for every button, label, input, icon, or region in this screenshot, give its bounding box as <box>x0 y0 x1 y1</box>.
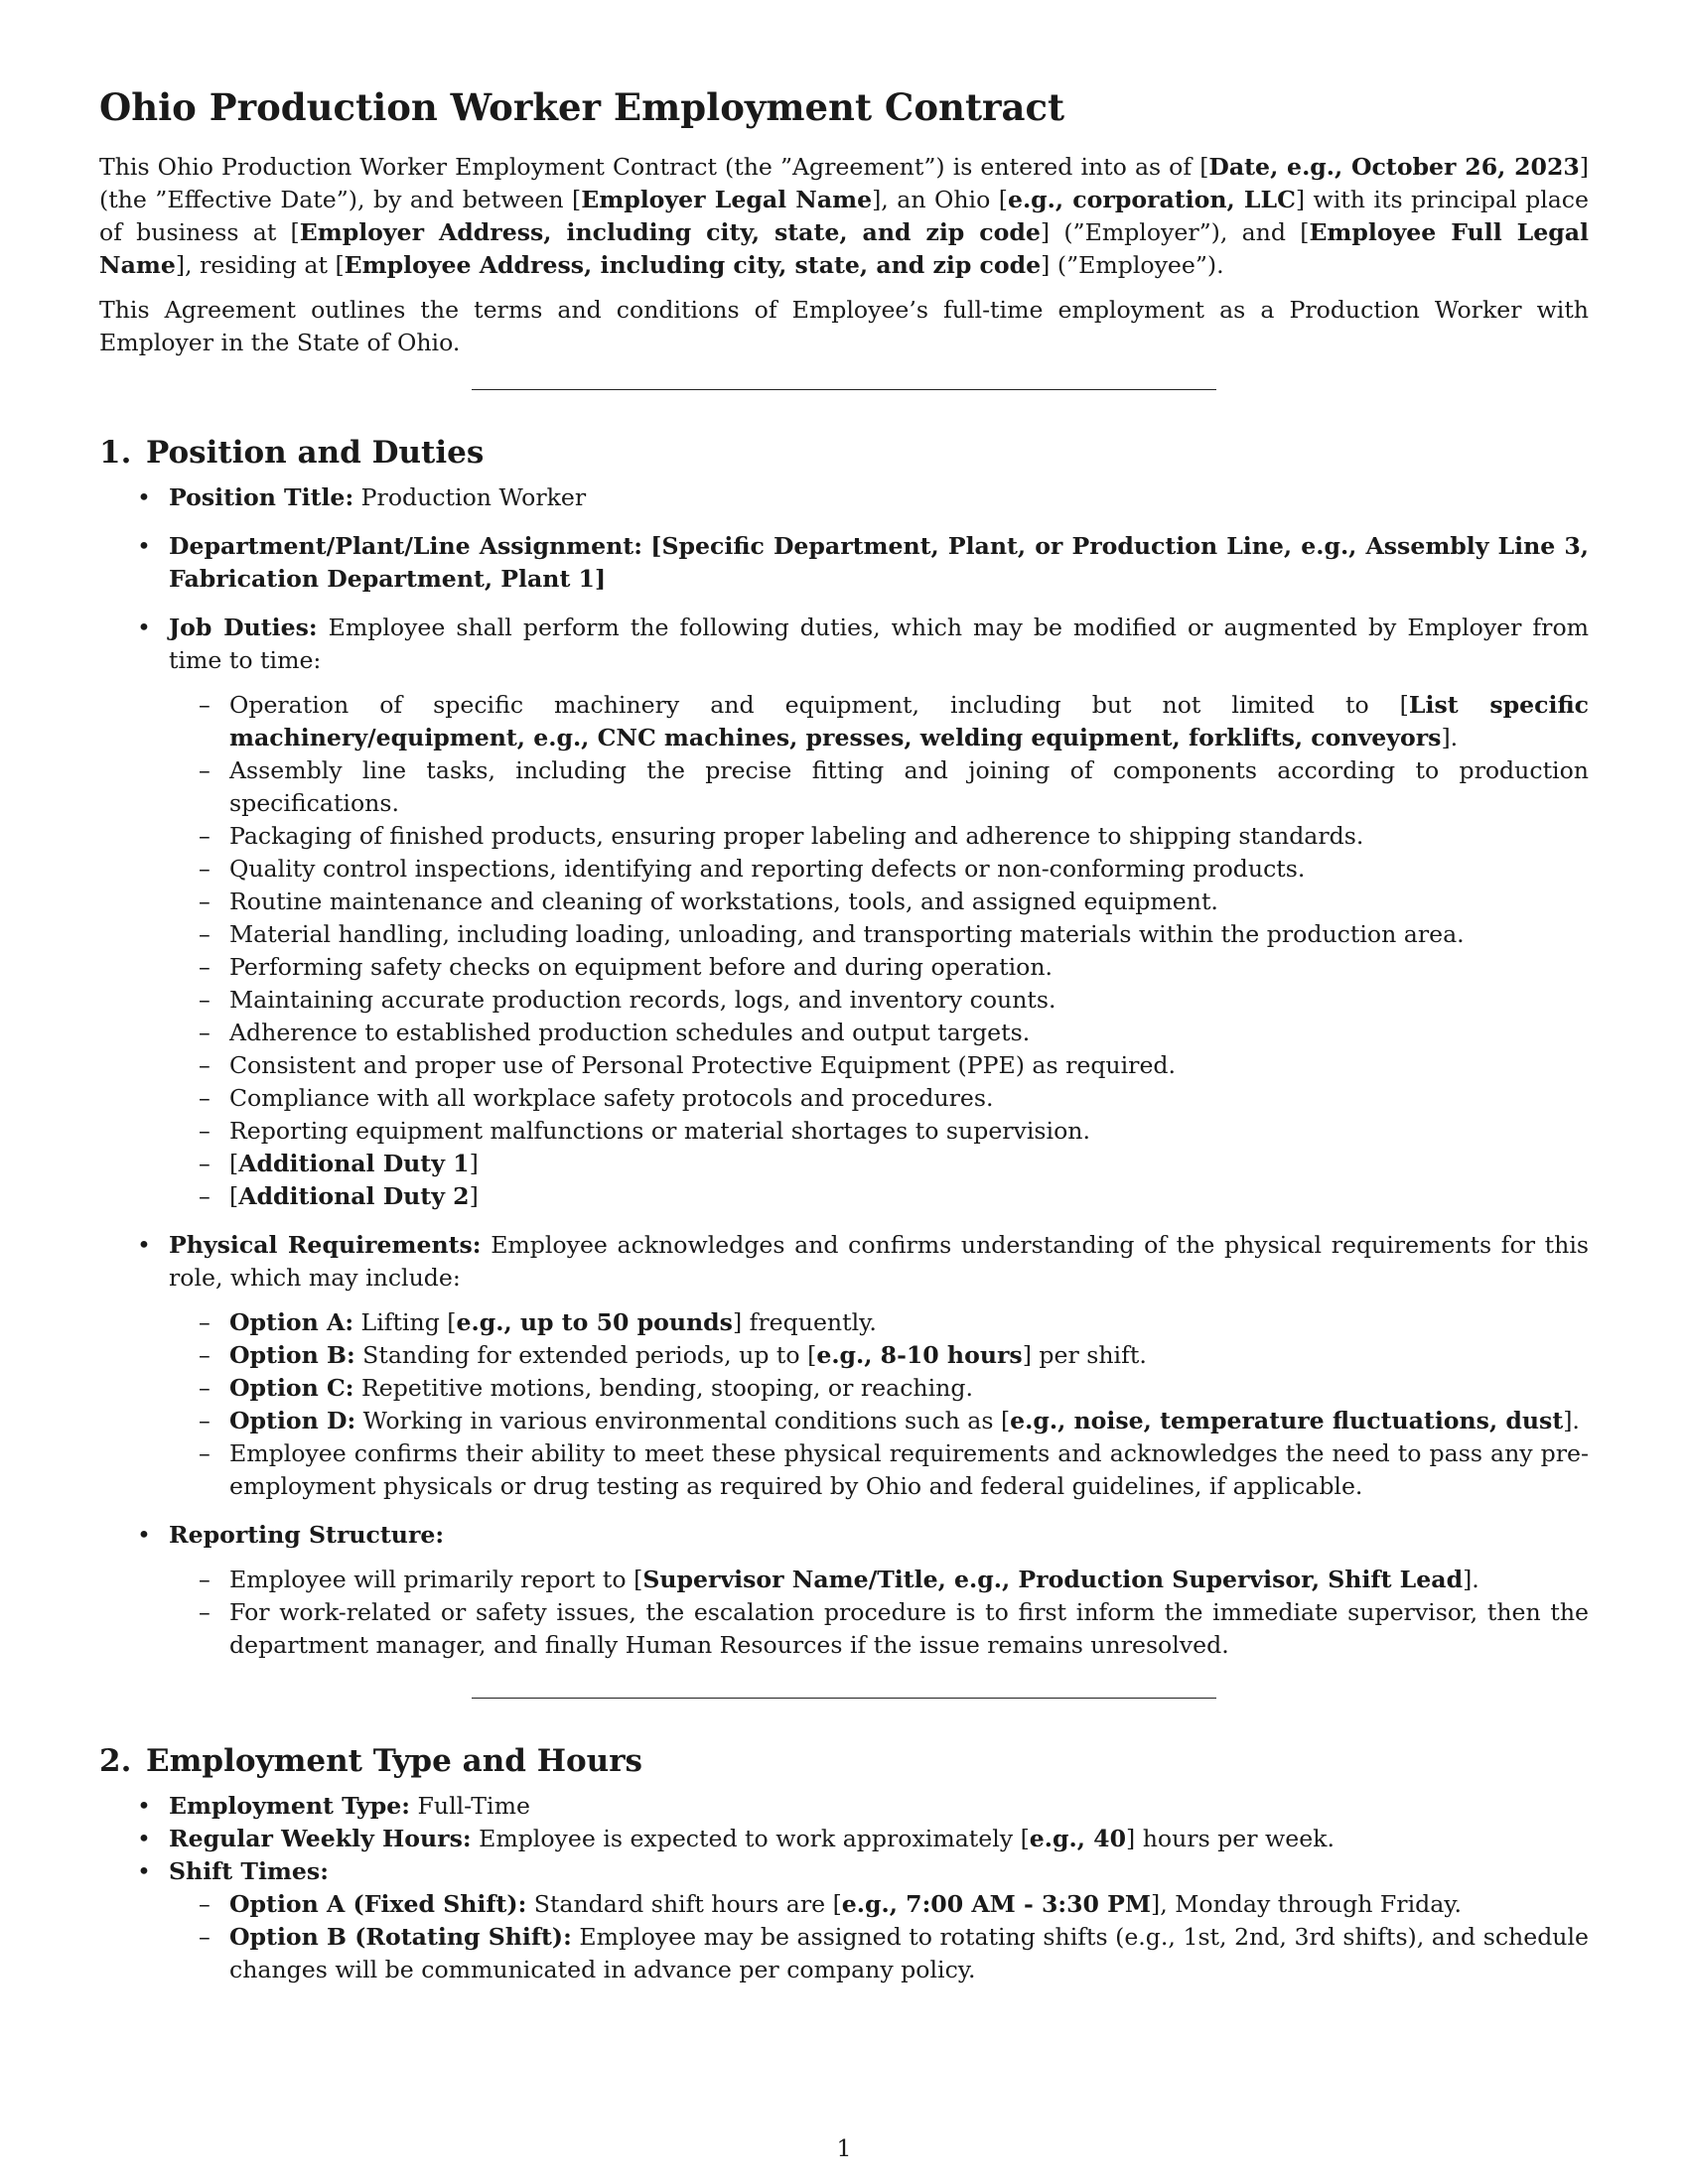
intro-paragraph-2: This Agreement outlines the terms and conditions of Employee’s full-time employment as a Production Worker with Employer in the State of Ohio. <box>99 296 1589 356</box>
job-duties-list <box>169 689 1589 1213</box>
list-item: – Option B: Standing for extended periods, up to [e.g., 8-10 hours] per shift. <box>169 1339 1589 1372</box>
list-item: – Operation of specific machinery and equipment, including but not limited to [List specific machinery/equipment, e.g., CNC machines, presses, welding equipment, forklifts, conveyors]. <box>169 689 1589 754</box>
section-divider <box>472 389 1216 390</box>
section-heading: 2. Employment Type and Hours <box>99 1743 642 1779</box>
department-item: • Department/Plant/Line Assignment: [Specific Department, Plant, or Production Line, e.g., Assembly Line 3, Fabrication Department, Plant 1] <box>99 530 1589 596</box>
list-item: – Employee will primarily report to [Supervisor Name/Title, e.g., Production Supervisor, Shift Lead]. <box>169 1564 1589 1596</box>
physical-requirements-item: • Physical Requirements: Employee acknowledges and confirms understanding of the physical requirements for this role, which may include: – Option A: Lifting [e.g., up to 50 pounds] frequently. – Option B: Standing for extended periods, up to [e.g., 8-10 hours] per shift. – Option C: Repetitive motions, bending, stooping, or reaching. – Option D: Working in various environmental conditions such as [e.g., noise, temperature fluctuations, dust]. – Employee confirms their ability to meet these physical requirements and acknowledges the need to pass any pre-employment physicals or drug testing as required by Ohio and federal guidelines, if applicable. <box>99 1229 1589 1503</box>
reporting-structure-list <box>169 1564 1589 1662</box>
list-item: – Quality control inspections, identifying and reporting defects or non-conforming products. <box>169 853 1589 886</box>
employment-type-item: • Employment Type: Full-Time <box>99 1790 1589 1823</box>
shift-times-item: • Shift Times: – Option A (Fixed Shift): Standard shift hours are [e.g., 7:00 AM - 3:30 PM], Monday through Friday. – Option B (Rotating Shift): Employee may be assigned to rotating shifts (e.g., 1st, 2nd, 3rd shifts), and schedule changes will be communicated in advance per company policy. <box>99 1855 1589 1986</box>
list-item: – Option D: Working in various environmental conditions such as [e.g., noise, temperature fluctuations, dust]. <box>169 1405 1589 1437</box>
shift-times-list <box>169 1888 1589 1986</box>
list-item: – Employee confirms their ability to meet these physical requirements and acknowledges the need to pass any pre-employment physicals or drug testing as required by Ohio and federal guidelines, if applicable. <box>169 1437 1589 1503</box>
placeholder-employer-address: Employer Address, including city, state, and zip code <box>299 218 1041 246</box>
list-item: – Assembly line tasks, including the precise fitting and joining of components according to production specifications. <box>169 754 1589 820</box>
reporting-structure-item: • Reporting Structure: – Employee will primarily report to [Supervisor Name/Title, e.g., Production Supervisor, Shift Lead]. – For work-related or safety issues, the escalation procedure is to first inform the immediate supervisor, then the department manager, and finally Human Resources if the issue remains unresolved. <box>99 1519 1589 1662</box>
section-employment-type <box>99 1698 1589 1986</box>
weekly-hours-item: • Regular Weekly Hours: Employee is expected to work approximately [e.g., 40] hours per week. <box>99 1823 1589 1855</box>
list-item: – Option A: Lifting [e.g., up to 50 pounds] frequently. <box>169 1306 1589 1339</box>
list-item: – Material handling, including loading, unloading, and transporting materials within the production area. <box>169 918 1589 951</box>
physical-requirements-list <box>169 1306 1589 1503</box>
document-page <box>99 85 1589 1986</box>
section-divider <box>472 1698 1216 1699</box>
list-item: – [Additional Duty 2] <box>169 1180 1589 1213</box>
list-item: – For work-related or safety issues, the escalation procedure is to first inform the immediate supervisor, then the department manager, and finally Human Resources if the issue remains unresolved. <box>169 1596 1589 1662</box>
intro-paragraph: This Ohio Production Worker Employment Contract (the ”Agreement”) is entered into as of [Date, e.g., October 26, 2023] (the ”Effective Date”), by and between [Employer Legal Name], an Ohio [e.g., corporation, LLC] with its principal place of business at [Employer Address, including city, state, and zip code] (”Employer”), and [Employee Full Legal Name], residing at [Employee Address, including city, state, and zip code] (”Employee”). <box>99 153 1589 279</box>
placeholder-date: Date, e.g., October 26, 2023 <box>1208 153 1580 181</box>
list-item: – Option B (Rotating Shift): Employee may be assigned to rotating shifts (e.g., 1st, 2nd, 3rd shifts), and schedule changes will be communicated in advance per company policy. <box>169 1921 1589 1986</box>
section-heading: 1. Position and Duties <box>99 435 485 471</box>
list-item: – Packaging of finished products, ensuring proper labeling and adherence to shipping standards. <box>169 820 1589 853</box>
list-item: – Option A (Fixed Shift): Standard shift hours are [e.g., 7:00 AM - 3:30 PM], Monday through Friday. <box>169 1888 1589 1921</box>
list-item: – Routine maintenance and cleaning of workstations, tools, and assigned equipment. <box>169 886 1589 918</box>
document-title: Ohio Production Worker Employment Contract <box>99 85 1065 129</box>
list-item: – Maintaining accurate production records, logs, and inventory counts. <box>169 984 1589 1017</box>
list-item: – Reporting equipment malfunctions or material shortages to supervision. <box>169 1115 1589 1148</box>
position-title-item: • Position Title: Production Worker <box>99 481 1589 514</box>
placeholder-employee-address: Employee Address, including city, state, and zip code <box>344 251 1042 279</box>
placeholder-employer-name: Employer Legal Name <box>581 186 873 213</box>
list-item: – Consistent and proper use of Personal Protective Equipment (PPE) as required. <box>169 1049 1589 1082</box>
placeholder-employee-name: Employee Full Legal Name <box>99 218 1589 279</box>
list-item: – Performing safety checks on equipment before and during operation. <box>169 951 1589 984</box>
section-position-duties <box>99 434 1589 1662</box>
list-item: – Adherence to established production schedules and output targets. <box>169 1017 1589 1049</box>
placeholder-entity-type: e.g., corporation, LLC <box>1007 186 1296 213</box>
list-item: – Option C: Repetitive motions, bending, stooping, or reaching. <box>169 1372 1589 1405</box>
page-number: 1 <box>836 2134 852 2162</box>
list-item: – Compliance with all workplace safety protocols and procedures. <box>169 1082 1589 1115</box>
list-item: – [Additional Duty 1] <box>169 1148 1589 1180</box>
job-duties-item: • Job Duties: Employee shall perform the following duties, which may be modified or augmented by Employer from time to time: – Operation of specific machinery and equipment, including but not limited to [List specific machinery/equipment, e.g., CNC machines, presses, welding equipment, forklifts, conveyors]. – Assembly line tasks, including the precise fitting and joining of components according to production specifications. – Packaging of finished products, ensuring proper labeling and adherence to shipping standards. – Quality control inspections, identifying and reporting defects or non-conforming products. – Routine maintenance and cleaning of workstations, tools, and assigned equipment. – Material handling, including loading, unloading, and transporting materials within the production area. – Performing safety checks on equipment before and during operation. – Maintaining accurate production records, logs, and inventory counts. – Adherence to established production schedules and output targets. – Consistent and proper use of Personal Protective Equipment (PPE) as required. – Compliance with all workplace safety protocols and procedures. – Reporting equipment malfunctions or material shortages to supervision. – [Additional Duty 1] – [Additional Duty 2] <box>99 612 1589 1213</box>
